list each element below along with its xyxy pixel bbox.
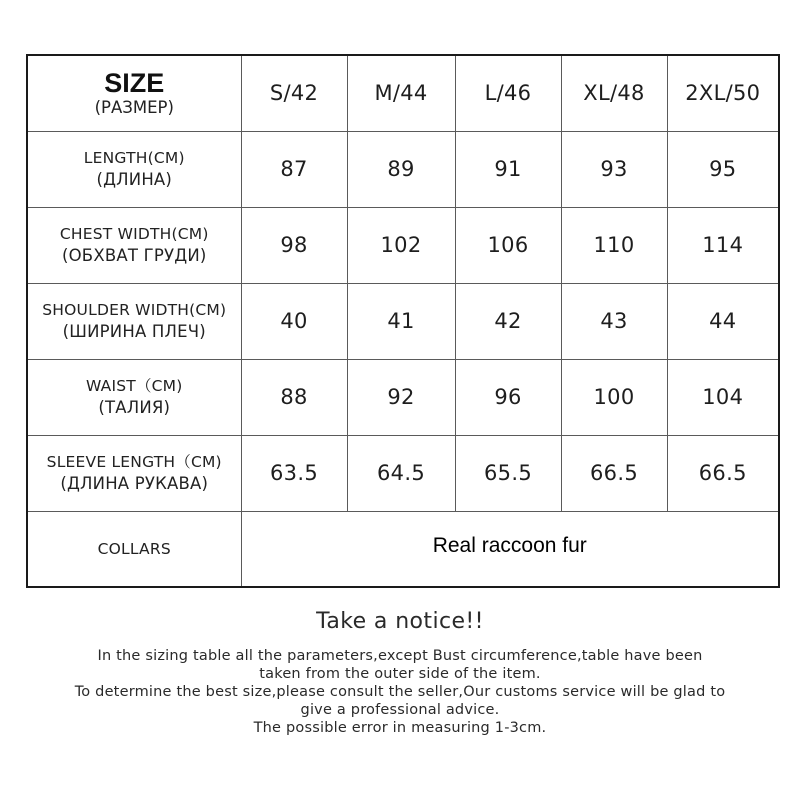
notice-line: In the sizing table all the parameters,except Bust circumference,table have been [97, 648, 703, 664]
size-column-header: L/46 [455, 55, 561, 131]
row-label [27, 131, 241, 207]
size-column-header: M/44 [347, 55, 455, 131]
table-cell: 41 [347, 283, 455, 359]
row-label-ru: (ТАЛИЯ) [98, 398, 171, 417]
size-column-header: S/42 [241, 55, 347, 131]
table-row-waist [27, 359, 779, 435]
row-label-ru: (ОБХВАТ ГРУДИ) [61, 246, 207, 265]
table-cell: 95 [667, 131, 779, 207]
table-cell: 40 [241, 283, 347, 359]
table-row-shoulder-width [27, 283, 779, 359]
table-row-collars [27, 511, 779, 587]
row-label-ru: (ДЛИНА РУКАВА) [60, 474, 209, 493]
table-cell: 93 [561, 131, 667, 207]
table-cell: 87 [241, 131, 347, 207]
table-cell: 88 [241, 359, 347, 435]
notice-section [0, 607, 800, 737]
row-label-ru: (ДЛИНА) [96, 170, 173, 189]
table-row-chest-width [27, 207, 779, 283]
table-cell: 98 [241, 207, 347, 283]
row-label-en: SLEEVE LENGTH（CM) [46, 453, 222, 471]
row-label [27, 207, 241, 283]
row-label-en: SHOULDER WIDTH(CM) [42, 301, 227, 319]
notice-line: The possible error in measuring 1-3cm. [253, 720, 547, 736]
size-column-header: 2XL/50 [667, 55, 779, 131]
collars-label: COLLARS [27, 511, 241, 587]
row-label-ru: (ШИРИНА ПЛЕЧ) [62, 322, 206, 341]
table-row-sleeve-length [27, 435, 779, 511]
size-title: SIZE [104, 68, 165, 99]
notice-title: Take a notice!! [316, 609, 484, 634]
row-label-en: WAIST（CM) [85, 377, 183, 395]
row-label-en: LENGTH(CM) [83, 149, 185, 167]
row-label [27, 359, 241, 435]
notice-line: give a professional advice. [300, 702, 500, 718]
table-cell: 110 [561, 207, 667, 283]
row-label [27, 435, 241, 511]
table-cell: 96 [455, 359, 561, 435]
table-cell: 114 [667, 207, 779, 283]
table-cell: 64.5 [347, 435, 455, 511]
table-cell: 89 [347, 131, 455, 207]
table-cell: 66.5 [561, 435, 667, 511]
size-chart-table [26, 54, 780, 588]
table-cell: 66.5 [667, 435, 779, 511]
table-row-length [27, 131, 779, 207]
size-header-cell [27, 55, 241, 131]
table-cell: 63.5 [241, 435, 347, 511]
notice-line: taken from the outer side of the item. [259, 666, 541, 682]
row-label [27, 283, 241, 359]
table-cell: 102 [347, 207, 455, 283]
table-cell: 106 [455, 207, 561, 283]
collars-value: Real raccoon fur [241, 511, 779, 587]
table-cell: 100 [561, 359, 667, 435]
notice-line: To determine the best size,please consult the seller,Our customs service will be glad to [74, 684, 726, 700]
table-cell: 43 [561, 283, 667, 359]
table-cell: 65.5 [455, 435, 561, 511]
table-cell: 91 [455, 131, 561, 207]
row-label-en: CHEST WIDTH(CM) [59, 225, 209, 243]
size-subtitle: (РАЗМЕР) [94, 98, 174, 118]
size-column-header: XL/48 [561, 55, 667, 131]
table-cell: 92 [347, 359, 455, 435]
table-cell: 42 [455, 283, 561, 359]
table-header-row [27, 55, 779, 131]
table-cell: 44 [667, 283, 779, 359]
table-cell: 104 [667, 359, 779, 435]
